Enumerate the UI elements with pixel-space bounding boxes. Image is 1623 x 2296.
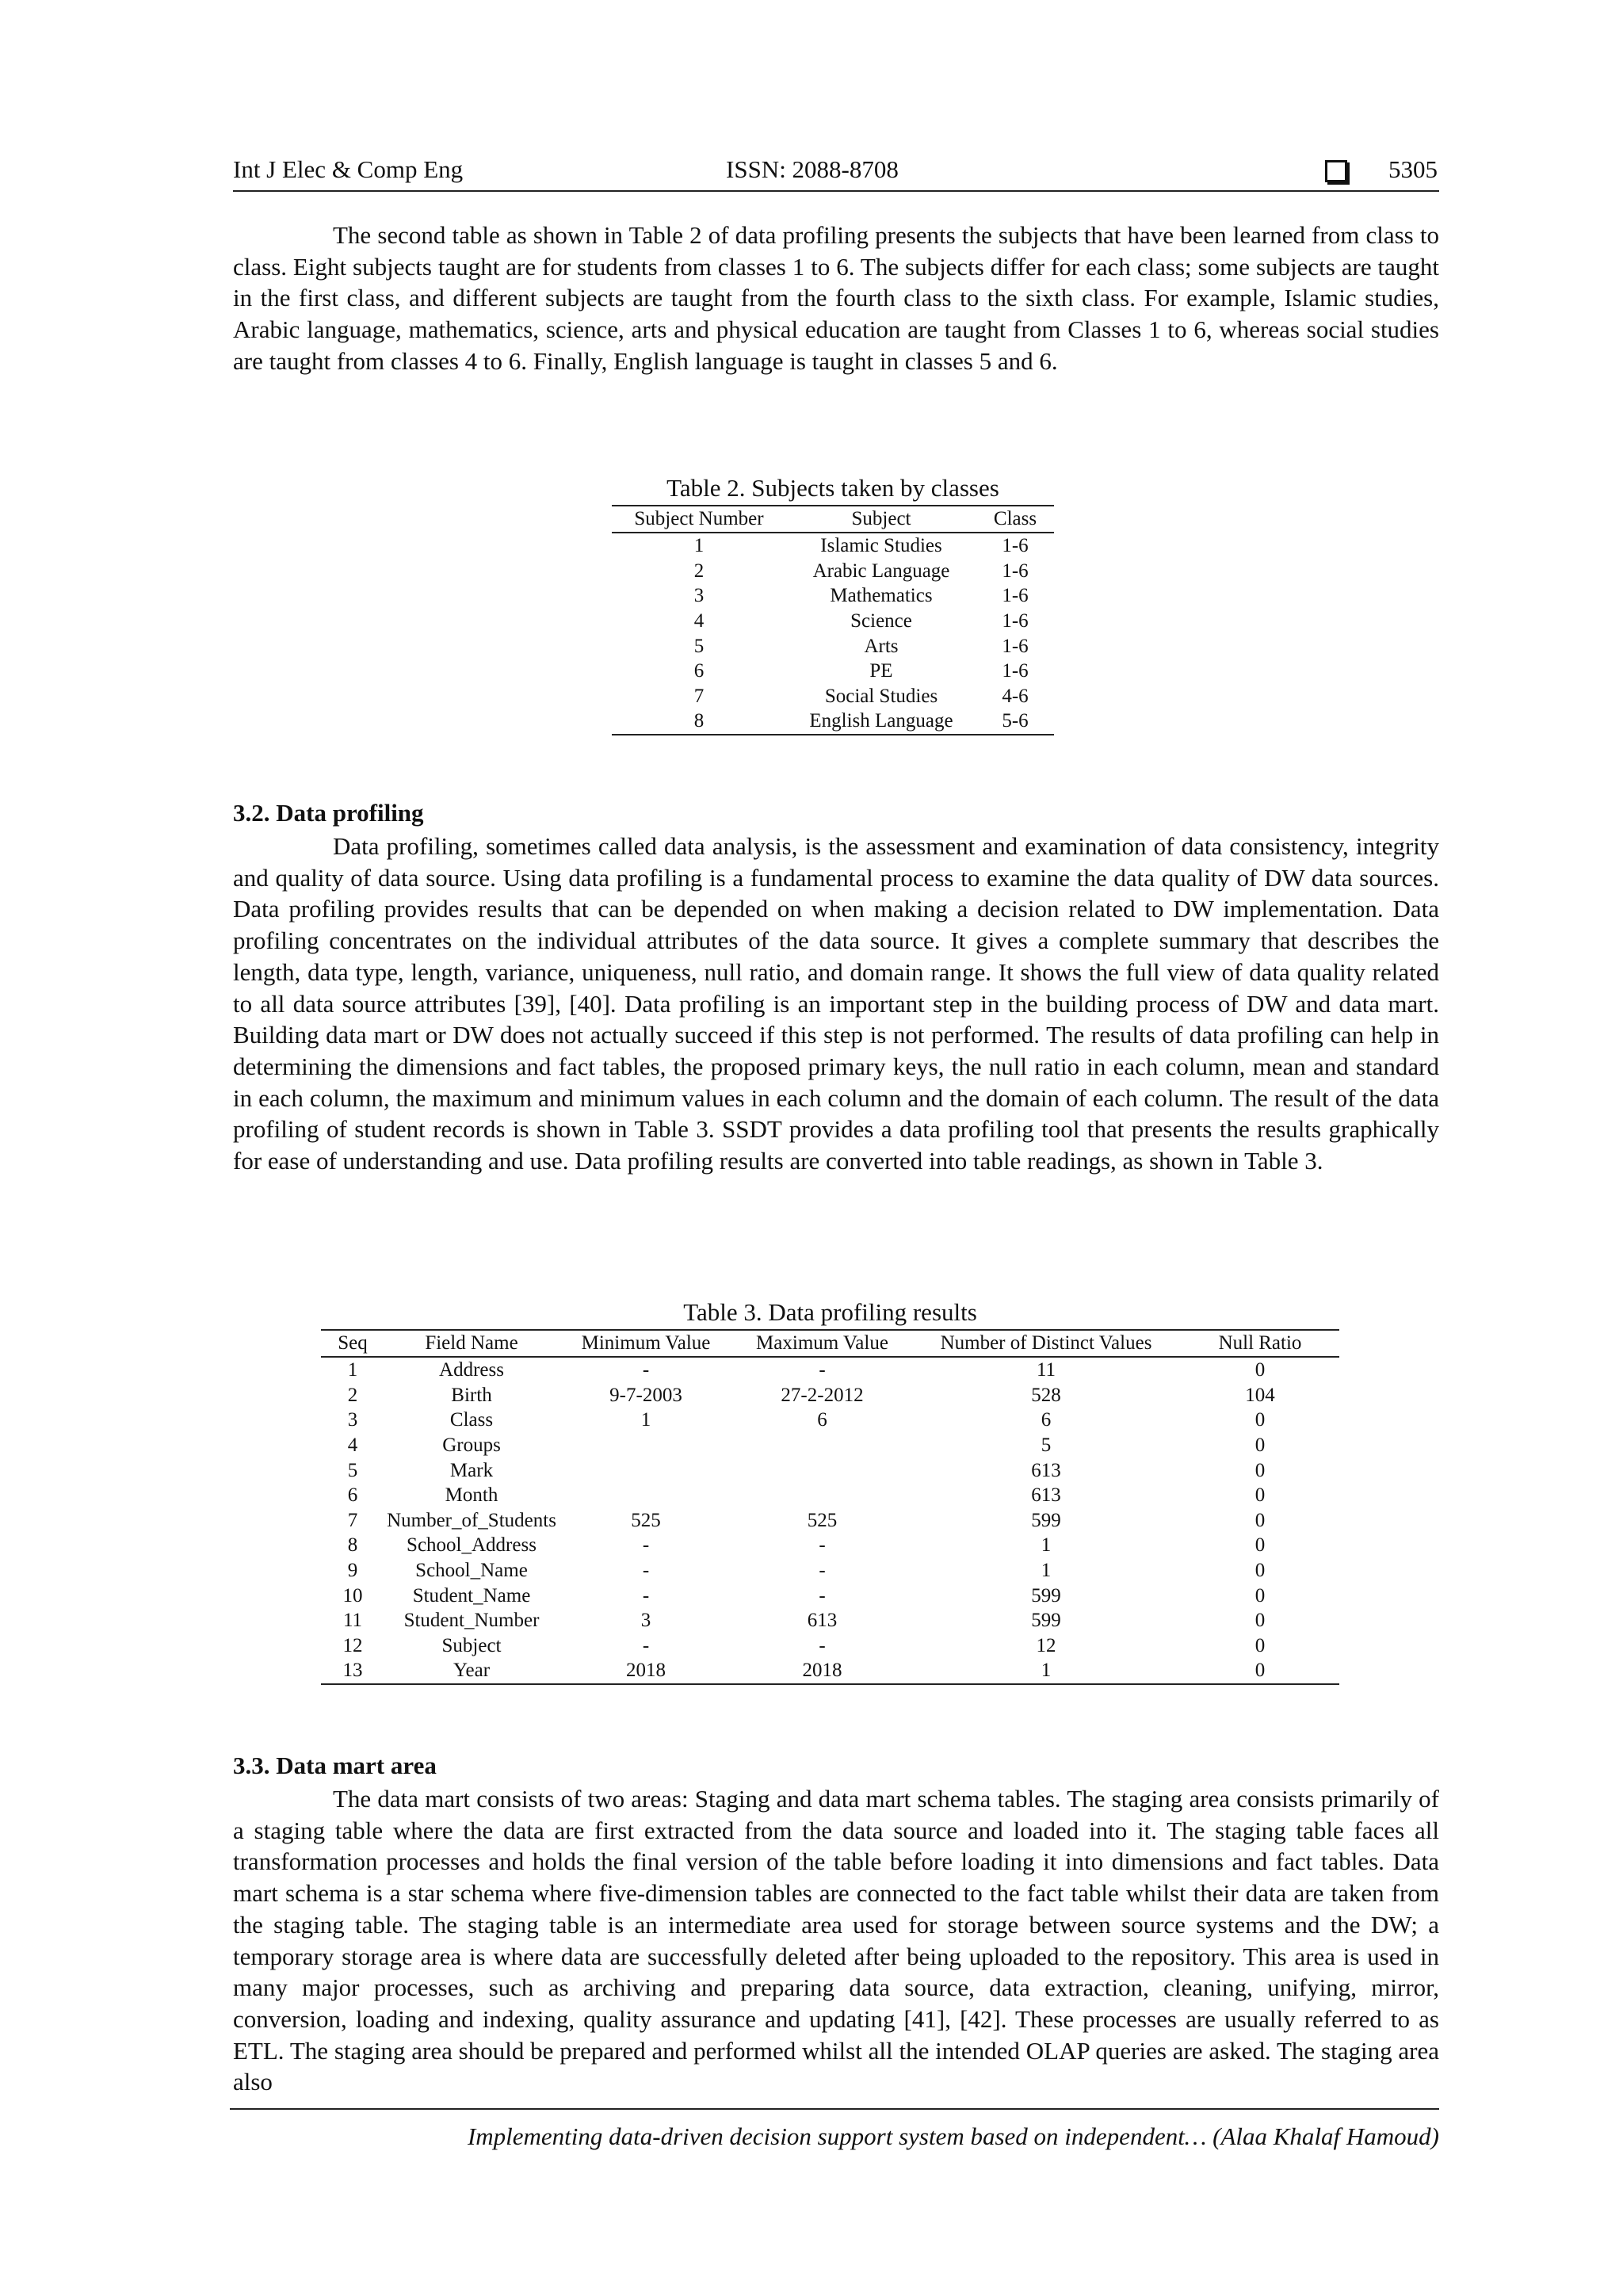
table-row bbox=[321, 1583, 1339, 1608]
table-row bbox=[321, 1433, 1339, 1458]
table3-cell: Class bbox=[449, 1409, 494, 1431]
table3-cell: 599 bbox=[1031, 1509, 1061, 1531]
journal-name: Int J Elec & Comp Eng bbox=[233, 155, 464, 183]
table3-cell: 3 bbox=[640, 1610, 651, 1632]
table3-header-cell: Maximum Value bbox=[733, 1330, 911, 1357]
table3-cell: Address bbox=[439, 1359, 504, 1381]
table3-cell: Birth bbox=[451, 1384, 492, 1406]
table3-cell: 613 bbox=[807, 1610, 838, 1632]
table3-cell: 11 bbox=[342, 1610, 363, 1632]
table3-cell: Number_of_Students bbox=[387, 1509, 556, 1531]
table2-cell: 2 bbox=[693, 560, 705, 582]
table3-cell: 1 bbox=[347, 1359, 358, 1381]
table2-cell: Social Studies bbox=[824, 685, 938, 707]
table3-cell: 0 bbox=[1254, 1534, 1266, 1557]
table-row bbox=[612, 659, 1054, 684]
table3-cell: - bbox=[642, 1584, 650, 1606]
table3-cell: 27-2-2012 bbox=[781, 1384, 864, 1406]
table3-cell: 0 bbox=[1254, 1610, 1266, 1632]
table3-cell: Subject bbox=[441, 1634, 502, 1656]
table2-cell: 1-6 bbox=[1002, 660, 1029, 682]
table3-cell: 9-7-2003 bbox=[609, 1384, 682, 1406]
table-row bbox=[321, 1457, 1339, 1483]
table2-cell: Arabic Language bbox=[812, 560, 950, 582]
table3-cell: 7 bbox=[347, 1509, 358, 1531]
table2 bbox=[612, 505, 1054, 735]
table3-header-cell: Number of Distinct Values bbox=[911, 1330, 1181, 1357]
table-row bbox=[321, 1608, 1339, 1633]
table3-cell: 0 bbox=[1254, 1409, 1266, 1431]
table3-cell: Year bbox=[384, 1658, 559, 1684]
table3-cell: 0 bbox=[1254, 1435, 1266, 1457]
table2-cell: Mathematics bbox=[830, 585, 933, 607]
table3-cell: 613 bbox=[1031, 1459, 1061, 1481]
table3-cell: 5 bbox=[347, 1459, 358, 1481]
table2-header-cell: Subject bbox=[786, 506, 976, 533]
table3-cell: 13 bbox=[321, 1658, 384, 1684]
table3-cell: 0 bbox=[1181, 1658, 1339, 1684]
table3-cell: Student_Name bbox=[412, 1584, 531, 1606]
table3-cell: - bbox=[819, 1584, 826, 1606]
table3-cell: 2018 bbox=[733, 1658, 911, 1684]
running-footer bbox=[230, 2108, 1439, 2150]
table3-cell: School_Name bbox=[415, 1560, 528, 1582]
table3-cell bbox=[733, 1457, 911, 1483]
table2-cell: Science bbox=[850, 610, 912, 632]
table2-cell: Arts bbox=[864, 635, 899, 657]
table3-header-cell: Seq bbox=[321, 1330, 384, 1357]
table3-cell: - bbox=[642, 1534, 650, 1557]
table3-cell: 0 bbox=[1254, 1359, 1266, 1381]
table3-cell: 0 bbox=[1254, 1509, 1266, 1531]
table3-cell: 4 bbox=[347, 1435, 358, 1457]
table3-cell: 1 bbox=[1041, 1560, 1052, 1582]
table3-cell: 613 bbox=[1031, 1484, 1061, 1507]
running-header bbox=[233, 152, 1439, 192]
table2-cell: 1 bbox=[693, 535, 705, 557]
table3-cell bbox=[559, 1433, 733, 1458]
table2-cell: 4 bbox=[693, 610, 705, 632]
table-row bbox=[321, 1658, 1339, 1684]
table2-cell: 6 bbox=[693, 660, 705, 682]
table2-cell: 5-6 bbox=[976, 709, 1054, 735]
table3-cell: 0 bbox=[1254, 1560, 1266, 1582]
table2-caption: Table 2. Subjects taken by classes bbox=[666, 474, 999, 502]
table3-cell: 0 bbox=[1254, 1484, 1266, 1507]
table3-cell: 6 bbox=[1041, 1409, 1052, 1431]
table3-cell: 599 bbox=[1031, 1610, 1061, 1632]
table-row bbox=[321, 1533, 1339, 1558]
table3-cell: Month bbox=[445, 1484, 498, 1507]
table3-cell bbox=[733, 1433, 911, 1458]
table3-cell: 0 bbox=[1254, 1459, 1266, 1481]
table-row bbox=[321, 1408, 1339, 1433]
section-3-3-body: The data mart consists of two areas: Staging and data mart schema tables. The staging area consists primarily of a staging table where the data are first extracted from the data source and loaded into it. The staging table faces all transformation processes and holds the final version of the table before loading it into dimensions and fact tables. Data mart schema is a star schema where five-dimension tables are connected to the fact table whilst their data are taken from the staging table. The staging table is an intermediate area used for storage between source systems and the DW; a temporary storage area is where data are successfully deleted after being uploaded to the repository. This area is used in many major processes, such as archiving and preparing data source, data extraction, cleaning, unifying, mirror, conversion, loading and indexing, quality assurance and updating [41], [42]. These processes are usually referred to as ETL. The staging area should be prepared and performed whilst all the intended OLAP queries are asked. The staging area also bbox=[233, 1785, 1439, 2096]
table3-cell: 525 bbox=[807, 1509, 838, 1531]
table3-cell: 9 bbox=[347, 1560, 358, 1582]
table3-cell: 528 bbox=[1031, 1384, 1061, 1406]
table2-header-cell: Subject Number bbox=[612, 506, 786, 533]
table3-cell: 2018 bbox=[559, 1658, 733, 1684]
table-row bbox=[321, 1633, 1339, 1659]
table-row bbox=[612, 633, 1054, 659]
table3-cell: 8 bbox=[347, 1534, 358, 1557]
table-row bbox=[612, 533, 1054, 559]
issn: ISSN: 2088-8708 bbox=[726, 155, 899, 183]
table3-cell: 525 bbox=[631, 1509, 661, 1531]
section-3-2-title: 3.2. Data profiling bbox=[233, 799, 424, 827]
table3-cell: 12 bbox=[1036, 1634, 1056, 1656]
table2-cell: PE bbox=[869, 660, 893, 682]
table-row bbox=[612, 609, 1054, 634]
table3-cell: 12 bbox=[342, 1634, 363, 1656]
table3-header-cell: Field Name bbox=[384, 1330, 559, 1357]
table3-cell: 104 bbox=[1245, 1384, 1275, 1406]
table-row bbox=[321, 1357, 1339, 1383]
table3-cell: 11 bbox=[1036, 1359, 1056, 1381]
table3-cell: Student_Number bbox=[403, 1610, 540, 1632]
table3-cell: - bbox=[642, 1359, 650, 1381]
table-row bbox=[321, 1508, 1339, 1534]
table3-cell: School_Address bbox=[407, 1534, 537, 1557]
table3-cell: 2 bbox=[347, 1384, 358, 1406]
table3-cell: Mark bbox=[449, 1459, 494, 1481]
table3-cell: 1 bbox=[911, 1658, 1181, 1684]
table2-cell: English Language bbox=[786, 709, 976, 735]
table2-cell: 1-6 bbox=[1002, 585, 1029, 607]
table3-cell: - bbox=[642, 1560, 650, 1582]
footer-citation: Implementing data-driven decision support system based on independent… (Alaa Khalaf Hamoud) bbox=[467, 2122, 1439, 2150]
table3-cell: 1 bbox=[1041, 1534, 1052, 1557]
table3-cell: 3 bbox=[347, 1409, 358, 1431]
table3-cell bbox=[559, 1483, 733, 1508]
page-number: 5305 bbox=[1388, 155, 1438, 183]
square-bullet-icon bbox=[1325, 160, 1347, 182]
table3 bbox=[321, 1329, 1339, 1685]
table2-cell: 8 bbox=[612, 709, 786, 735]
table2-cell: 3 bbox=[693, 585, 705, 607]
table3-cell bbox=[559, 1457, 733, 1483]
table3-cell: - bbox=[819, 1359, 826, 1381]
table3-cell: 5 bbox=[1041, 1435, 1052, 1457]
table-row bbox=[612, 709, 1054, 735]
table3-cell: 6 bbox=[817, 1409, 827, 1431]
table2-cell: 7 bbox=[693, 685, 705, 707]
table-row bbox=[612, 559, 1054, 584]
table3-cell: 0 bbox=[1254, 1634, 1266, 1656]
intro-paragraph: The second table as shown in Table 2 of data profiling presents the subjects that have been learned from class to class. Eight subjects taught are for students from classes 1 to 6. The subjects differ for each class; some subjects are taught in the first class, and different subjects are taught from the fourth class to the sixth class. For example, Islamic studies, Arabic language, mathematics, science, arts and physical education are taught from Classes 1 to 6, whereas social studies are taught from classes 4 to 6. Finally, English language is taught in classes 5 and 6. bbox=[233, 221, 1439, 375]
section-3-3-title: 3.3. Data mart area bbox=[233, 1752, 437, 1779]
table3-cell: - bbox=[819, 1560, 826, 1582]
table3-header-cell: Null Ratio bbox=[1181, 1330, 1339, 1357]
table3-cell: 0 bbox=[1254, 1584, 1266, 1606]
table3-cell: 1 bbox=[640, 1409, 651, 1431]
table2-cell: 5 bbox=[693, 635, 705, 657]
table2-cell: 1-6 bbox=[1002, 535, 1029, 557]
table2-header-cell: Class bbox=[976, 506, 1054, 533]
table2-cell: 1-6 bbox=[1002, 560, 1029, 582]
table-row bbox=[321, 1483, 1339, 1508]
table3-cell: 10 bbox=[342, 1584, 363, 1606]
table3-caption: Table 3. Data profiling results bbox=[683, 1298, 977, 1326]
table-row bbox=[612, 583, 1054, 609]
table3-cell: - bbox=[819, 1534, 826, 1557]
table3-cell: - bbox=[642, 1634, 650, 1656]
section-3-2-body: Data profiling, sometimes called data analysis, is the assessment and examination of data consistency, integrity and quality of data source. Using data profiling is a fundamental process to examine the data quality of DW data sources. Data profiling provides results that can be depended on when making a decision related to DW implementation. Data profiling concentrates on the individual attributes of the data source. It gives a complete summary that describes the length, data type, length, variance, uniqueness, null ratio, and domain range. It shows the full view of data quality related to all data source attributes [39], [40]. Data profiling is an important step in the building process of DW and data mart. Building data mart or DW does not actually succeed if this step is not performed. The results of data profiling can help in determining the dimensions and fact tables, the proposed primary keys, the null ratio in each column, mean and standard in each column, the maximum and minimum values in each column and the domain of each column. The result of the data profiling of student records is shown in Table 3. SSDT provides a data profiling tool that presents the results graphically for ease of understanding and use. Data profiling results are converted into table readings, as shown in Table 3. bbox=[233, 832, 1439, 1175]
table3-cell: 6 bbox=[347, 1484, 358, 1507]
table3-cell bbox=[733, 1483, 911, 1508]
table3-cell: - bbox=[819, 1634, 826, 1656]
table2-cell: 1-6 bbox=[1002, 610, 1029, 632]
table2-cell: Islamic Studies bbox=[820, 535, 942, 557]
table2-cell: 4-6 bbox=[1002, 685, 1029, 707]
table2-cell: 1-6 bbox=[1002, 635, 1029, 657]
table3-header-cell: Minimum Value bbox=[559, 1330, 733, 1357]
table3-cell: 599 bbox=[1031, 1584, 1061, 1606]
table-row bbox=[612, 684, 1054, 709]
table3-cell: Groups bbox=[442, 1435, 501, 1457]
table-row bbox=[321, 1558, 1339, 1584]
table-row bbox=[321, 1383, 1339, 1408]
